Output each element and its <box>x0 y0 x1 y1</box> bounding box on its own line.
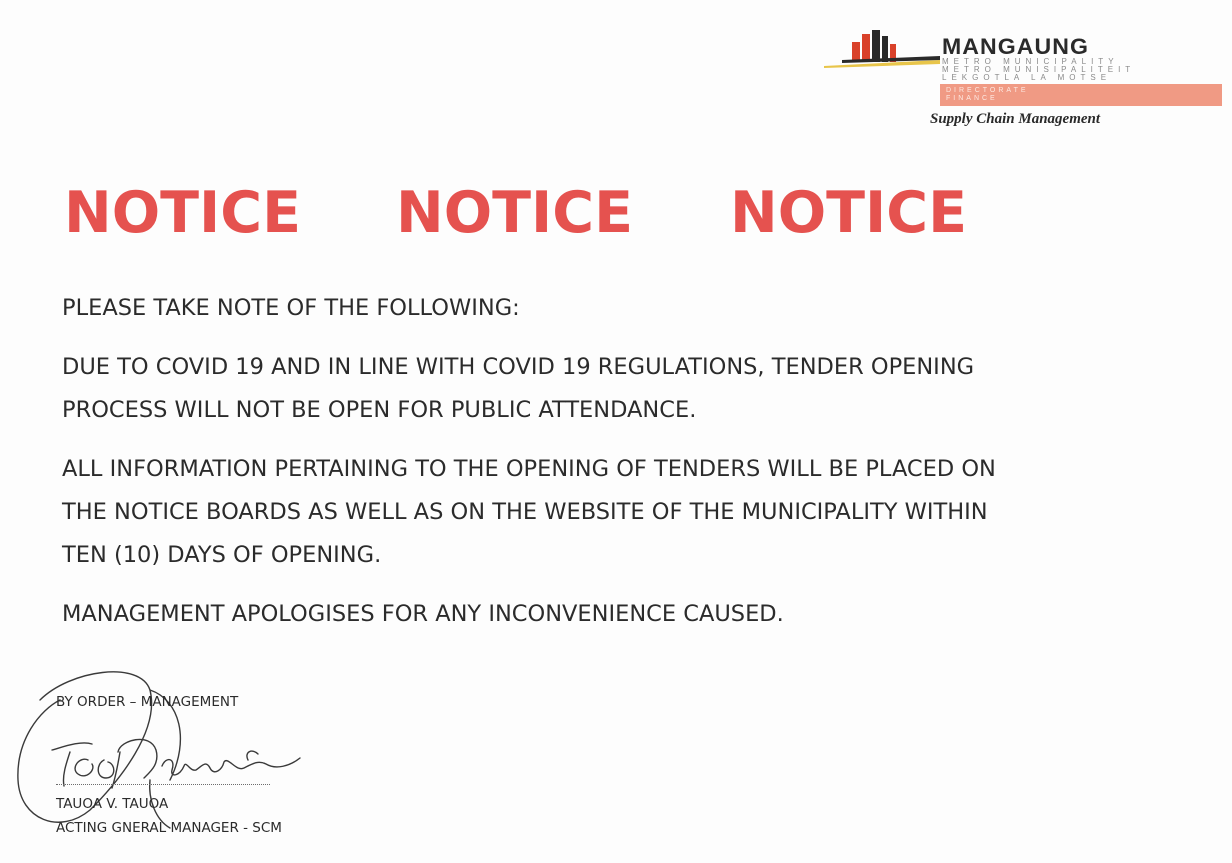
covid-paragraph <box>62 346 974 432</box>
information-line-2: THE NOTICE BOARDS AS WELL AS ON THE WEBSITE OF THE MUNICIPALITY WITHIN <box>62 499 988 525</box>
logo-brand: MANGAUNG <box>942 34 1089 59</box>
signatory-name: TAUOA V. TAUOA <box>56 796 169 812</box>
signature-line <box>56 784 270 785</box>
information-paragraph <box>62 448 996 577</box>
signatory-title: ACTING GNERAL MANAGER - SCM <box>56 820 282 836</box>
intro-text <box>62 287 520 330</box>
information-line-3: TEN (10) DAYS OF OPENING. <box>62 542 382 568</box>
covid-line-2: PROCESS WILL NOT BE OPEN FOR PUBLIC ATTENDANCE. <box>62 397 697 423</box>
information-line-1: ALL INFORMATION PERTAINING TO THE OPENING OF TENDERS WILL BE PLACED ON <box>62 456 996 482</box>
notice-heading-3: NOTICE <box>730 180 968 246</box>
closing-line: MANAGEMENT APOLOGISES FOR ANY INCONVENIENCE CAUSED. <box>62 601 784 627</box>
building-skyline-icon <box>822 30 940 70</box>
finance-label: FINANCE <box>946 95 998 102</box>
covid-line-1: DUE TO COVID 19 AND IN LINE WITH COVID 19 REGULATIONS, TENDER OPENING <box>62 354 975 380</box>
by-order-label: BY ORDER – MANAGEMENT <box>56 694 239 710</box>
logo-line-2: METRO MUNISIPALITEIT <box>942 65 1136 74</box>
directorate-label: DIRECTORATE <box>946 87 1029 94</box>
notice-heading-1: NOTICE <box>64 180 302 246</box>
logo-line-3: LEKGOTLA LA MOTSE <box>942 73 1112 82</box>
logo-line-1: METRO MUNICIPALITY <box>942 57 1119 66</box>
mangaung-logo <box>822 26 1222 136</box>
directorate-bar <box>940 84 1222 106</box>
notice-heading-2: NOTICE <box>396 180 634 246</box>
intro-line: PLEASE TAKE NOTE OF THE FOLLOWING: <box>62 295 520 321</box>
department-label: Supply Chain Management <box>930 111 1101 127</box>
signature-block <box>0 660 420 860</box>
closing-text <box>62 593 784 636</box>
